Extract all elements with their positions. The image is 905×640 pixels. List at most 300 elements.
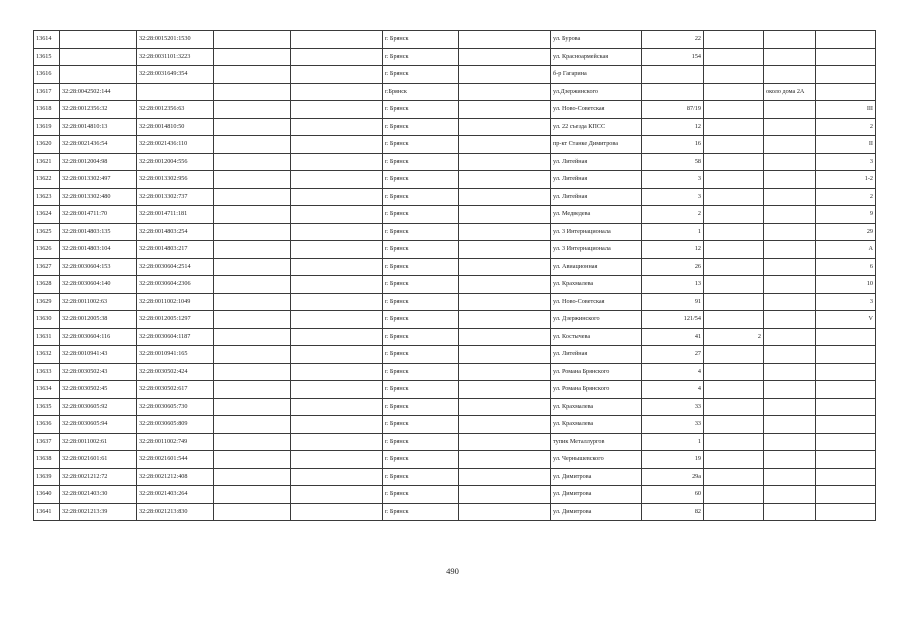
table-row (34, 118, 876, 136)
apartment-cell (816, 346, 876, 364)
blank-cell-c (459, 258, 551, 276)
table-row (34, 241, 876, 259)
location-note-cell (764, 363, 816, 381)
city-cell: г. Брянск (383, 328, 459, 346)
house-number-cell: 3 (642, 188, 704, 206)
building-cell (704, 381, 764, 399)
blank-cell-c (459, 206, 551, 224)
house-number-cell: 91 (642, 293, 704, 311)
location-note-cell (764, 293, 816, 311)
blank-cell-c (459, 118, 551, 136)
apartment-cell: 10 (816, 276, 876, 294)
street-cell: б-р Гагарина (551, 66, 642, 84)
street-cell: ул. 22 съезда КПСС (551, 118, 642, 136)
blank-cell-c (459, 66, 551, 84)
table-row (34, 328, 876, 346)
blank-cell-a (214, 276, 291, 294)
apartment-cell: V (816, 311, 876, 329)
object-cadastral-cell: 32:28:0030502:617 (137, 381, 214, 399)
land-cadastral-cell: 32:28:0021436:54 (60, 136, 137, 154)
record-number-cell: 13620 (34, 136, 60, 154)
object-cadastral-cell (137, 83, 214, 101)
street-cell: ул. Медведева (551, 206, 642, 224)
blank-cell-c (459, 486, 551, 504)
object-cadastral-cell: 32:28:0011002:1049 (137, 293, 214, 311)
table-row (34, 416, 876, 434)
city-cell: г. Брянск (383, 486, 459, 504)
city-cell: г. Брянск (383, 118, 459, 136)
building-cell (704, 118, 764, 136)
table-row (34, 31, 876, 49)
land-cadastral-cell: 32:28:0012004:98 (60, 153, 137, 171)
apartment-cell (816, 451, 876, 469)
blank-cell-c (459, 363, 551, 381)
location-note-cell (764, 381, 816, 399)
record-number-cell: 13619 (34, 118, 60, 136)
blank-cell-c (459, 416, 551, 434)
street-cell: ул. Крахмалева (551, 416, 642, 434)
location-note-cell (764, 433, 816, 451)
record-number-cell: 13632 (34, 346, 60, 364)
table-row (34, 433, 876, 451)
city-cell: г. Брянск (383, 451, 459, 469)
apartment-cell (816, 468, 876, 486)
land-cadastral-cell: 32:28:0011002:61 (60, 433, 137, 451)
city-cell: г. Брянск (383, 363, 459, 381)
street-cell: ул. Романа Брянского (551, 363, 642, 381)
land-cadastral-cell: 32:28:0030604:116 (60, 328, 137, 346)
apartment-cell (816, 363, 876, 381)
blank-cell-c (459, 433, 551, 451)
record-number-cell: 13621 (34, 153, 60, 171)
record-number-cell: 13624 (34, 206, 60, 224)
table-row (34, 136, 876, 154)
city-cell: г. Брянск (383, 48, 459, 66)
blank-cell-c (459, 48, 551, 66)
record-number-cell: 13635 (34, 398, 60, 416)
blank-cell-a (214, 136, 291, 154)
table-row (34, 83, 876, 101)
street-cell: ул. Литейная (551, 171, 642, 189)
location-note-cell (764, 118, 816, 136)
city-cell: г.Брянск (383, 83, 459, 101)
street-cell: пр-кт Станке Димитрова (551, 136, 642, 154)
building-cell (704, 206, 764, 224)
blank-cell-b (291, 258, 383, 276)
location-note-cell (764, 328, 816, 346)
building-cell (704, 153, 764, 171)
blank-cell-b (291, 171, 383, 189)
street-cell: ул. Романа Брянского (551, 381, 642, 399)
apartment-cell (816, 31, 876, 49)
blank-cell-a (214, 206, 291, 224)
land-cadastral-cell: 32:28:0013302:497 (60, 171, 137, 189)
blank-cell-a (214, 468, 291, 486)
land-cadastral-cell (60, 66, 137, 84)
street-cell: ул. Литейная (551, 188, 642, 206)
blank-cell-c (459, 276, 551, 294)
building-cell (704, 363, 764, 381)
city-cell: г. Брянск (383, 416, 459, 434)
blank-cell-a (214, 241, 291, 259)
blank-cell-b (291, 188, 383, 206)
street-cell: ул. Костычева (551, 328, 642, 346)
land-cadastral-cell: 32:28:0030605:92 (60, 398, 137, 416)
building-cell (704, 311, 764, 329)
blank-cell-a (214, 311, 291, 329)
street-cell: ул. 3 Интернационала (551, 241, 642, 259)
house-number-cell: 26 (642, 258, 704, 276)
blank-cell-c (459, 503, 551, 521)
object-cadastral-cell: 32:28:0014803:254 (137, 223, 214, 241)
land-cadastral-cell: 32:28:0010941:43 (60, 346, 137, 364)
table-row (34, 206, 876, 224)
location-note-cell (764, 206, 816, 224)
object-cadastral-cell: 32:28:0030604:2306 (137, 276, 214, 294)
object-cadastral-cell: 32:28:0030605:730 (137, 398, 214, 416)
building-cell (704, 398, 764, 416)
house-number-cell: 2 (642, 206, 704, 224)
city-cell: г. Брянск (383, 31, 459, 49)
object-cadastral-cell: 32:28:0021601:544 (137, 451, 214, 469)
apartment-cell: 1-2 (816, 171, 876, 189)
building-cell (704, 48, 764, 66)
blank-cell-a (214, 31, 291, 49)
table-row (34, 276, 876, 294)
land-cadastral-cell: 32:28:0011002:63 (60, 293, 137, 311)
blank-cell-a (214, 433, 291, 451)
record-number-cell: 13639 (34, 468, 60, 486)
blank-cell-b (291, 83, 383, 101)
street-cell: ул. Дзержинского (551, 311, 642, 329)
record-number-cell: 13629 (34, 293, 60, 311)
object-cadastral-cell: 32:28:0021403:264 (137, 486, 214, 504)
object-cadastral-cell: 32:28:0030502:424 (137, 363, 214, 381)
location-note-cell (764, 486, 816, 504)
blank-cell-c (459, 101, 551, 119)
street-cell: ул.Дзержинского (551, 83, 642, 101)
blank-cell-b (291, 346, 383, 364)
land-cadastral-cell (60, 31, 137, 49)
object-cadastral-cell: 32:28:0013302:737 (137, 188, 214, 206)
apartment-cell (816, 381, 876, 399)
land-cadastral-cell: 32:28:0014711:70 (60, 206, 137, 224)
city-cell: г. Брянск (383, 381, 459, 399)
blank-cell-b (291, 276, 383, 294)
record-number-cell: 13623 (34, 188, 60, 206)
location-note-cell (764, 416, 816, 434)
house-number-cell: 58 (642, 153, 704, 171)
object-cadastral-cell: 32:28:0012005:1297 (137, 311, 214, 329)
blank-cell-c (459, 171, 551, 189)
city-cell: г. Брянск (383, 241, 459, 259)
building-cell (704, 346, 764, 364)
city-cell: г. Брянск (383, 66, 459, 84)
table-row (34, 311, 876, 329)
blank-cell-a (214, 503, 291, 521)
object-cadastral-cell: 32:28:0014803:217 (137, 241, 214, 259)
street-cell: ул. Красноармейская (551, 48, 642, 66)
blank-cell-b (291, 223, 383, 241)
location-note-cell (764, 311, 816, 329)
location-note-cell (764, 223, 816, 241)
location-note-cell (764, 31, 816, 49)
house-number-cell: 87/19 (642, 101, 704, 119)
table-row (34, 223, 876, 241)
location-note-cell (764, 451, 816, 469)
record-number-cell: 13628 (34, 276, 60, 294)
city-cell: г. Брянск (383, 136, 459, 154)
blank-cell-a (214, 398, 291, 416)
blank-cell-c (459, 328, 551, 346)
apartment-cell: 6 (816, 258, 876, 276)
record-number-cell: 13640 (34, 486, 60, 504)
blank-cell-b (291, 101, 383, 119)
location-note-cell (764, 153, 816, 171)
building-cell (704, 136, 764, 154)
land-cadastral-cell: 32:28:0012005:38 (60, 311, 137, 329)
location-note-cell (764, 398, 816, 416)
blank-cell-b (291, 153, 383, 171)
blank-cell-c (459, 223, 551, 241)
building-cell (704, 451, 764, 469)
record-number-cell: 13636 (34, 416, 60, 434)
blank-cell-a (214, 118, 291, 136)
city-cell: г. Брянск (383, 293, 459, 311)
apartment-cell (816, 83, 876, 101)
blank-cell-a (214, 486, 291, 504)
land-cadastral-cell: 32:28:0014803:104 (60, 241, 137, 259)
city-cell: г. Брянск (383, 346, 459, 364)
record-number-cell: 13641 (34, 503, 60, 521)
street-cell: ул. Литейная (551, 153, 642, 171)
street-cell: ул. Литейная (551, 346, 642, 364)
blank-cell-b (291, 48, 383, 66)
blank-cell-b (291, 486, 383, 504)
blank-cell-b (291, 433, 383, 451)
city-cell: г. Брянск (383, 503, 459, 521)
blank-cell-b (291, 311, 383, 329)
object-cadastral-cell: 32:28:0031649:354 (137, 66, 214, 84)
city-cell: г. Брянск (383, 468, 459, 486)
building-cell (704, 83, 764, 101)
apartment-cell (816, 48, 876, 66)
blank-cell-b (291, 451, 383, 469)
blank-cell-b (291, 468, 383, 486)
blank-cell-c (459, 31, 551, 49)
house-number-cell: 16 (642, 136, 704, 154)
blank-cell-a (214, 153, 291, 171)
object-cadastral-cell: 32:28:0012004:556 (137, 153, 214, 171)
record-number-cell: 13634 (34, 381, 60, 399)
record-number-cell: 13618 (34, 101, 60, 119)
house-number-cell: 29а (642, 468, 704, 486)
location-note-cell (764, 101, 816, 119)
blank-cell-b (291, 31, 383, 49)
blank-cell-a (214, 83, 291, 101)
apartment-cell: 2 (816, 188, 876, 206)
blank-cell-c (459, 468, 551, 486)
blank-cell-b (291, 363, 383, 381)
street-cell: ул. Чернышевского (551, 451, 642, 469)
blank-cell-b (291, 206, 383, 224)
building-cell: 2 (704, 328, 764, 346)
blank-cell-b (291, 241, 383, 259)
location-note-cell (764, 468, 816, 486)
apartment-cell (816, 328, 876, 346)
blank-cell-b (291, 293, 383, 311)
street-cell: ул. Крахмалева (551, 398, 642, 416)
object-cadastral-cell: 32:28:0012356:63 (137, 101, 214, 119)
registry-body (34, 31, 876, 521)
record-number-cell: 13615 (34, 48, 60, 66)
record-number-cell: 13617 (34, 83, 60, 101)
record-number-cell: 13633 (34, 363, 60, 381)
table-row (34, 153, 876, 171)
blank-cell-c (459, 153, 551, 171)
table-row (34, 468, 876, 486)
house-number-cell: 41 (642, 328, 704, 346)
table-row (34, 258, 876, 276)
blank-cell-a (214, 223, 291, 241)
street-cell: ул. Ново-Советская (551, 293, 642, 311)
location-note-cell (764, 503, 816, 521)
house-number-cell: 154 (642, 48, 704, 66)
table-row (34, 293, 876, 311)
blank-cell-c (459, 136, 551, 154)
object-cadastral-cell: 32:28:0030604:2514 (137, 258, 214, 276)
land-cadastral-cell: 32:28:0042502:144 (60, 83, 137, 101)
blank-cell-b (291, 118, 383, 136)
land-cadastral-cell: 32:28:0013302:480 (60, 188, 137, 206)
location-note-cell (764, 241, 816, 259)
blank-cell-a (214, 363, 291, 381)
table-row (34, 381, 876, 399)
city-cell: г. Брянск (383, 223, 459, 241)
apartment-cell: 29 (816, 223, 876, 241)
land-cadastral-cell: 32:28:0021212:72 (60, 468, 137, 486)
apartment-cell (816, 486, 876, 504)
house-number-cell: 121/54 (642, 311, 704, 329)
blank-cell-c (459, 398, 551, 416)
object-cadastral-cell: 32:28:0010941:165 (137, 346, 214, 364)
record-number-cell: 13622 (34, 171, 60, 189)
blank-cell-c (459, 311, 551, 329)
blank-cell-a (214, 346, 291, 364)
building-cell (704, 276, 764, 294)
city-cell: г. Брянск (383, 433, 459, 451)
record-number-cell: 13626 (34, 241, 60, 259)
building-cell (704, 223, 764, 241)
city-cell: г. Брянск (383, 258, 459, 276)
land-cadastral-cell (60, 48, 137, 66)
blank-cell-b (291, 381, 383, 399)
building-cell (704, 31, 764, 49)
location-note-cell: около дома 2А (764, 83, 816, 101)
blank-cell-c (459, 188, 551, 206)
apartment-cell: III (816, 101, 876, 119)
street-cell: ул. Ново-Советская (551, 101, 642, 119)
house-number-cell: 60 (642, 486, 704, 504)
location-note-cell (764, 48, 816, 66)
record-number-cell: 13627 (34, 258, 60, 276)
street-cell: ул. Авиационная (551, 258, 642, 276)
object-cadastral-cell: 32:28:0031101:3223 (137, 48, 214, 66)
blank-cell-b (291, 416, 383, 434)
blank-cell-b (291, 136, 383, 154)
object-cadastral-cell: 32:28:0021436:110 (137, 136, 214, 154)
object-cadastral-cell: 32:28:0030604:1187 (137, 328, 214, 346)
building-cell (704, 486, 764, 504)
street-cell: ул. Димитрова (551, 486, 642, 504)
land-cadastral-cell: 32:28:0014803:135 (60, 223, 137, 241)
table-row (34, 398, 876, 416)
apartment-cell (816, 66, 876, 84)
city-cell: г. Брянск (383, 171, 459, 189)
street-cell: ул. 3 Интернационала (551, 223, 642, 241)
building-cell (704, 503, 764, 521)
land-cadastral-cell: 32:28:0014810:13 (60, 118, 137, 136)
blank-cell-a (214, 171, 291, 189)
city-cell: г. Брянск (383, 276, 459, 294)
house-number-cell: 12 (642, 241, 704, 259)
blank-cell-a (214, 328, 291, 346)
object-cadastral-cell: 32:28:0015201:1530 (137, 31, 214, 49)
registry-table (33, 30, 876, 521)
table-row (34, 363, 876, 381)
record-number-cell: 13614 (34, 31, 60, 49)
record-number-cell: 13625 (34, 223, 60, 241)
object-cadastral-cell: 32:28:0013302:956 (137, 171, 214, 189)
building-cell (704, 293, 764, 311)
object-cadastral-cell: 32:28:0030605:809 (137, 416, 214, 434)
blank-cell-c (459, 241, 551, 259)
apartment-cell (816, 416, 876, 434)
building-cell (704, 258, 764, 276)
apartment-cell: 3 (816, 153, 876, 171)
location-note-cell (764, 136, 816, 154)
house-number-cell: 27 (642, 346, 704, 364)
blank-cell-a (214, 66, 291, 84)
house-number-cell: 1 (642, 223, 704, 241)
street-cell: ул. Крахмалева (551, 276, 642, 294)
house-number-cell: 19 (642, 451, 704, 469)
building-cell (704, 188, 764, 206)
table-row (34, 451, 876, 469)
table-row (34, 346, 876, 364)
apartment-cell: 3 (816, 293, 876, 311)
city-cell: г. Брянск (383, 311, 459, 329)
blank-cell-b (291, 66, 383, 84)
blank-cell-a (214, 258, 291, 276)
table-row (34, 48, 876, 66)
location-note-cell (764, 188, 816, 206)
blank-cell-a (214, 416, 291, 434)
record-number-cell: 13638 (34, 451, 60, 469)
house-number-cell: 1 (642, 433, 704, 451)
blank-cell-a (214, 188, 291, 206)
blank-cell-a (214, 293, 291, 311)
blank-cell-c (459, 346, 551, 364)
location-note-cell (764, 346, 816, 364)
land-cadastral-cell: 32:28:0021403:30 (60, 486, 137, 504)
street-cell: тупик Металлургов (551, 433, 642, 451)
street-cell: ул. Димитрова (551, 468, 642, 486)
city-cell: г. Брянск (383, 101, 459, 119)
city-cell: г. Брянск (383, 206, 459, 224)
blank-cell-a (214, 381, 291, 399)
house-number-cell: 4 (642, 381, 704, 399)
